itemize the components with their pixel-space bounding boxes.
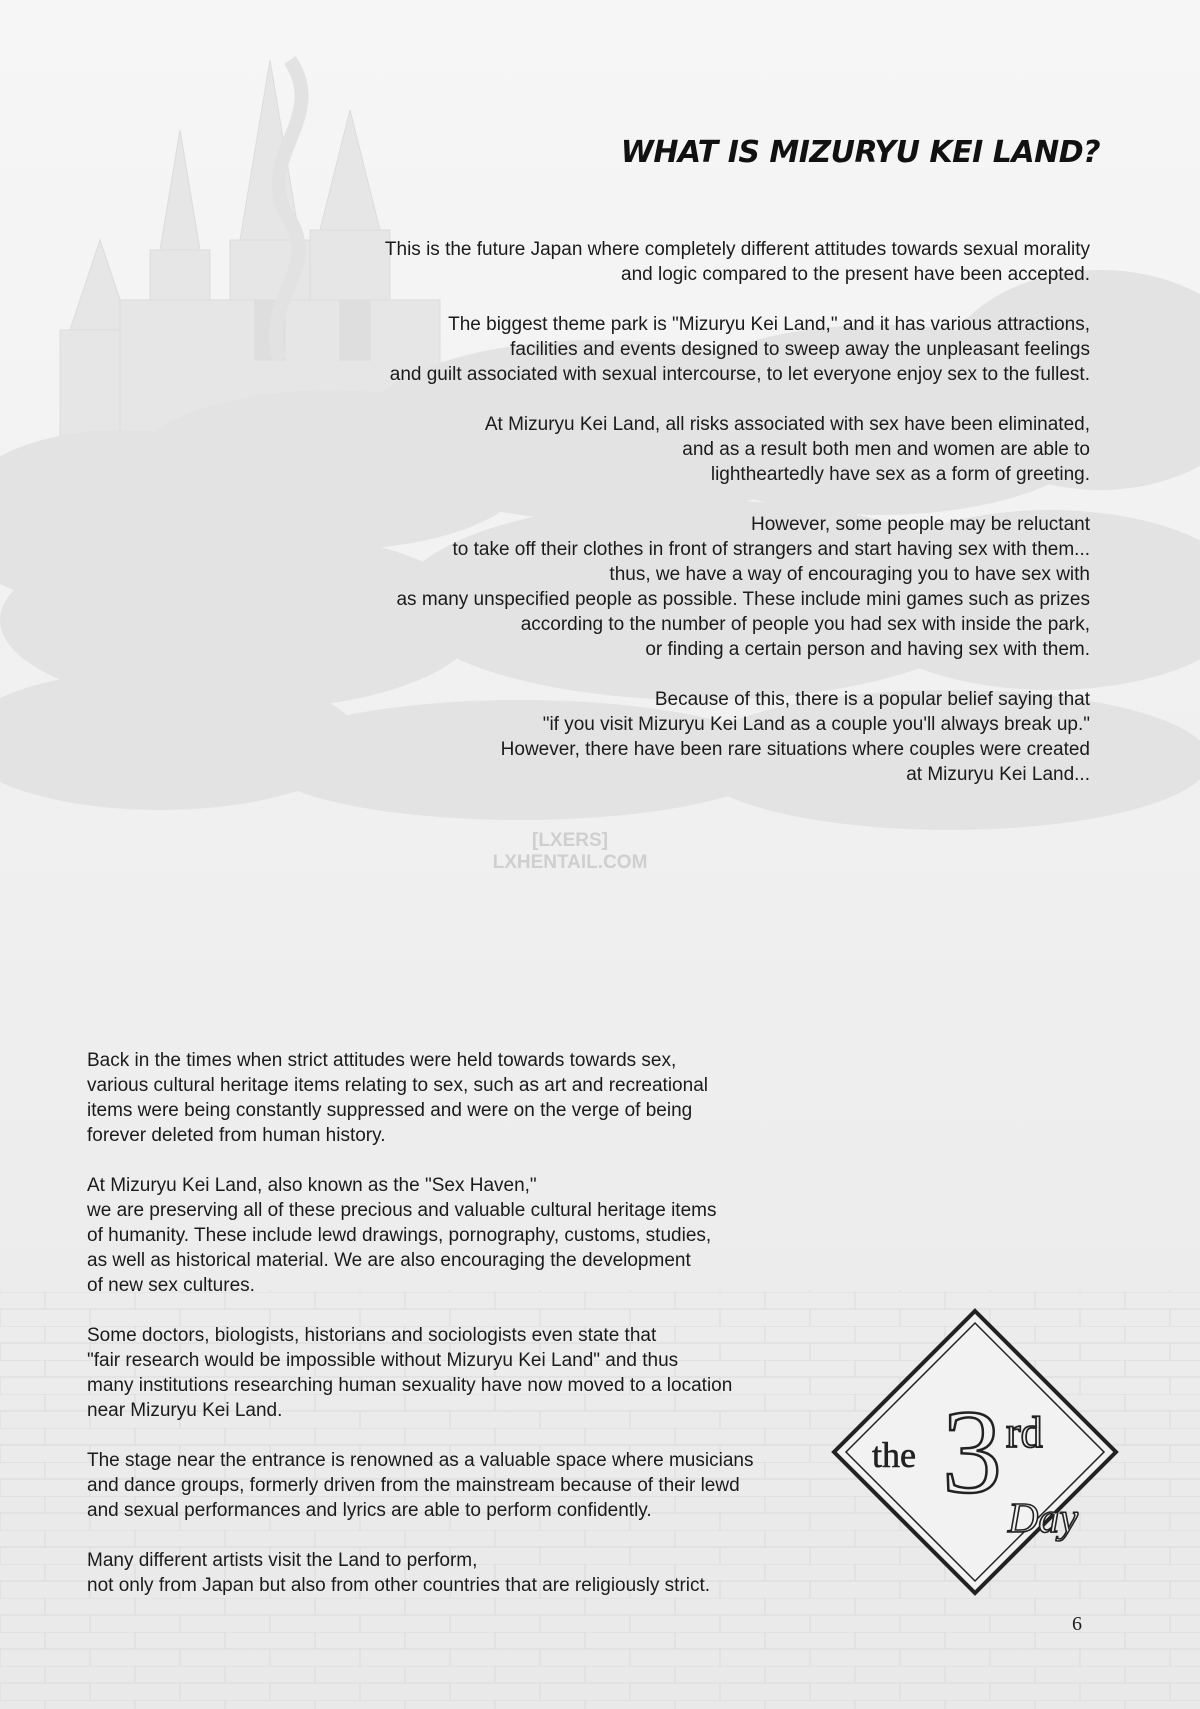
text-line: of new sex cultures. bbox=[87, 1275, 255, 1296]
badge-day: Day bbox=[1008, 1496, 1078, 1542]
text-line: at Mizuryu Kei Land... bbox=[906, 764, 1090, 785]
text-line: Because of this, there is a popular belief saying that bbox=[654, 689, 1090, 710]
heritage-paragraph bbox=[87, 1323, 847, 1423]
text-line: many institutions researching human sexuality have now moved to a location bbox=[87, 1375, 733, 1396]
text-line: according to the number of people you had sex with inside the park, bbox=[520, 614, 1090, 635]
badge-the: the bbox=[872, 1435, 916, 1475]
text-line: of humanity. These include lewd drawings, pornography, customs, studies, bbox=[87, 1225, 712, 1246]
text-line: Many different artists visit the Land to perform, bbox=[87, 1550, 478, 1571]
text-line: various cultural heritage items relating to sex, such as art and recreational bbox=[87, 1075, 708, 1096]
text-line: "if you visit Mizuryu Kei Land as a couple you'll always break up." bbox=[542, 714, 1090, 735]
text-line: "fair research would be impossible without Mizuryu Kei Land" and thus bbox=[87, 1350, 679, 1371]
text-line: or finding a certain person and having sex with them. bbox=[645, 639, 1090, 660]
day-badge bbox=[830, 1307, 1120, 1597]
page-title: WHAT IS MIZURYU KEI LAND? bbox=[620, 135, 1100, 170]
heritage-text-block bbox=[87, 1048, 847, 1623]
heritage-paragraph bbox=[87, 1548, 847, 1598]
badge-number: 3 bbox=[942, 1385, 1002, 1518]
text-line: lightheartedly have sex as a form of greeting. bbox=[710, 464, 1090, 485]
text-line: thus, we have a way of encouraging you to have sex with bbox=[609, 564, 1090, 585]
text-line: and guilt associated with sexual intercourse, to let everyone enjoy sex to the fullest. bbox=[389, 364, 1090, 385]
text-line: However, there have been rare situations where couples were created bbox=[500, 739, 1090, 760]
heritage-paragraph bbox=[87, 1048, 847, 1148]
text-line: near Mizuryu Kei Land. bbox=[87, 1400, 283, 1421]
text-line: as well as historical material. We are also encouraging the development bbox=[87, 1250, 691, 1271]
text-line: not only from Japan but also from other countries that are religiously strict. bbox=[87, 1575, 711, 1596]
text-line: facilities and events designed to sweep away the unpleasant feelings bbox=[510, 339, 1090, 360]
watermark bbox=[445, 830, 695, 874]
text-line: Back in the times when strict attitudes were held towards towards sex, bbox=[87, 1050, 677, 1071]
watermark-line: LXHENTAIL.COM bbox=[492, 852, 648, 873]
text-line: and as a result both men and women are able to bbox=[682, 439, 1090, 460]
heritage-paragraph bbox=[87, 1173, 847, 1298]
text-line: we are preserving all of these precious and valuable cultural heritage items bbox=[87, 1200, 717, 1221]
intro-paragraph bbox=[230, 412, 1090, 487]
text-line: However, some people may be reluctant bbox=[750, 514, 1090, 535]
text-line: At Mizuryu Kei Land, also known as the "Sex Haven," bbox=[87, 1175, 537, 1196]
text-line: as many unspecified people as possible. These include mini games such as prizes bbox=[396, 589, 1090, 610]
text-line: The stage near the entrance is renowned as a valuable space where musicians bbox=[87, 1450, 754, 1471]
text-line: The biggest theme park is "Mizuryu Kei Land," and it has various attractions, bbox=[448, 314, 1090, 335]
badge-suffix: rd bbox=[1006, 1408, 1043, 1457]
intro-paragraph bbox=[230, 512, 1090, 662]
intro-paragraph bbox=[230, 687, 1090, 787]
watermark-line: [LXERS] bbox=[532, 830, 608, 851]
heritage-paragraph bbox=[87, 1448, 847, 1523]
intro-paragraph bbox=[230, 237, 1090, 287]
text-line: and sexual performances and lyrics are able to perform confidently. bbox=[87, 1500, 652, 1521]
text-line: At Mizuryu Kei Land, all risks associated with sex have been eliminated, bbox=[484, 414, 1090, 435]
text-line: and dance groups, formerly driven from the mainstream because of their lewd bbox=[87, 1475, 740, 1496]
intro-paragraph bbox=[230, 312, 1090, 387]
text-line: Some doctors, biologists, historians and sociologists even state that bbox=[87, 1325, 657, 1346]
text-line: and logic compared to the present have been accepted. bbox=[621, 264, 1090, 285]
text-line: This is the future Japan where completely different attitudes towards sexual morality bbox=[384, 239, 1090, 260]
page-number: 6 bbox=[1072, 1613, 1082, 1635]
text-line: items were being constantly suppressed and were on the verge of being bbox=[87, 1100, 693, 1121]
text-line: to take off their clothes in front of strangers and start having sex with them... bbox=[452, 539, 1090, 560]
intro-text-block bbox=[230, 237, 1090, 812]
text-line: forever deleted from human history. bbox=[87, 1125, 386, 1146]
